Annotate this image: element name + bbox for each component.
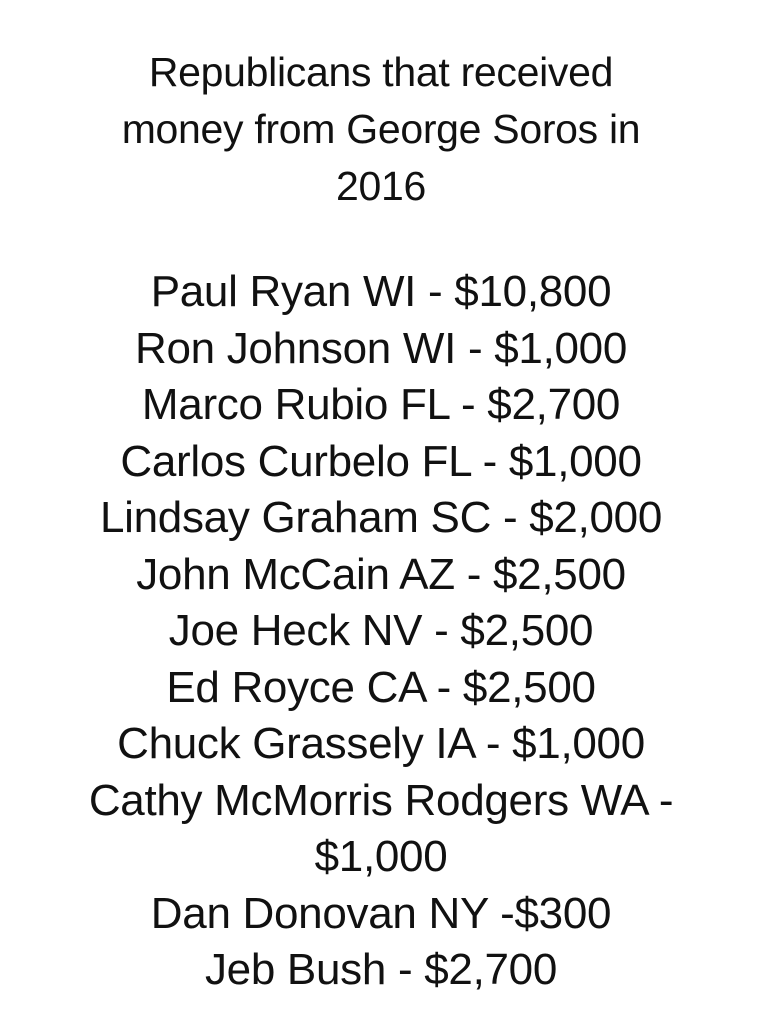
- donation-entry: Chuck Grassely IA - $1,000: [117, 719, 645, 768]
- donation-entry: Dan Donovan NY -$300: [150, 888, 612, 938]
- donation-entry: John McCain AZ - $2,500: [136, 549, 626, 599]
- donation-entry: Joe Heck NV - $2,500: [168, 606, 594, 655]
- donation-entry: $1,000: [314, 832, 448, 881]
- donation-entry: Carlos Curbelo FL - $1,000: [120, 436, 642, 486]
- donation-entry: Paul Ryan WI - $10,800: [150, 267, 612, 316]
- donation-entry: Jeb Bush - $2,700: [204, 945, 558, 994]
- donation-list: [0, 264, 762, 999]
- donation-entry: Ed Royce CA - $2,500: [166, 662, 596, 712]
- title-line: Republicans that received: [148, 49, 614, 95]
- document-title: [0, 44, 762, 215]
- donation-entry: Marco Rubio FL - $2,700: [141, 380, 621, 429]
- donation-entry: Cathy McMorris Rodgers WA -: [88, 775, 674, 825]
- title-line: money from George Soros in: [121, 106, 641, 152]
- donation-entry: Lindsay Graham SC - $2,000: [99, 493, 663, 542]
- donation-entry: Ron Johnson WI - $1,000: [134, 323, 628, 373]
- title-line: 2016: [335, 163, 426, 209]
